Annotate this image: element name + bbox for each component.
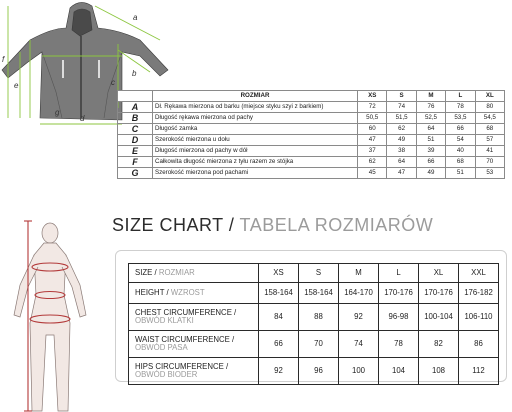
table-header-row (118, 91, 505, 102)
table-cell: 158-164 (259, 283, 299, 304)
table-cell: 39 (416, 146, 445, 157)
dim-label-a: a (133, 13, 138, 22)
table-cell: 104 (379, 358, 419, 385)
dim-label-e: e (14, 81, 19, 90)
table-cell: 176-182 (459, 283, 499, 304)
table-header-cell (118, 91, 153, 102)
table-header-cell: XS (259, 264, 299, 283)
table-row (118, 135, 505, 146)
table-cell: 53,5 (446, 113, 475, 124)
dim-label-d: d (80, 114, 85, 123)
table-cell: 170-176 (419, 283, 459, 304)
table-cell: 74 (339, 331, 379, 358)
table-header-row (129, 264, 499, 283)
row-label-cell (129, 358, 259, 385)
table-cell: 66 (259, 331, 299, 358)
row-label: CHEST CIRCUMFERENCE / (135, 308, 237, 317)
table-cell: 82 (419, 331, 459, 358)
table-cell: 68 (475, 124, 504, 135)
table-cell: 88 (299, 304, 339, 331)
table-header-cell: XL (475, 91, 504, 102)
row-letter: A (118, 102, 153, 113)
table-cell: 57 (475, 135, 504, 146)
table-cell: 51 (416, 135, 445, 146)
table-cell: 66 (446, 124, 475, 135)
table-cell: 45 (358, 168, 387, 179)
row-letter: F (118, 157, 153, 168)
dim-label-b: b (132, 69, 137, 78)
body-figure-illustration (0, 215, 108, 412)
table-cell: 96-98 (379, 304, 419, 331)
table-header-cell: S (387, 91, 416, 102)
figure-drawing (14, 223, 86, 411)
table-cell: 38 (387, 146, 416, 157)
row-label-alt: WZROST (168, 288, 205, 297)
table-header-cell: M (416, 91, 445, 102)
table-cell: 52,5 (416, 113, 445, 124)
dim-label-f: f (2, 55, 5, 64)
table-cell: 68 (446, 157, 475, 168)
table-cell: 62 (387, 124, 416, 135)
header-label: SIZE / (135, 268, 157, 277)
row-label-cell (129, 331, 259, 358)
table-cell: 51 (446, 168, 475, 179)
table-cell: 84 (259, 304, 299, 331)
table-cell: 54,5 (475, 113, 504, 124)
table-row (118, 168, 505, 179)
table-cell: 62 (358, 157, 387, 168)
row-letter: E (118, 146, 153, 157)
table-row (129, 304, 499, 331)
table-cell: 80 (475, 102, 504, 113)
table-row (129, 283, 499, 304)
table-cell: 70 (299, 331, 339, 358)
table-cell: 66 (416, 157, 445, 168)
row-label-cell (129, 304, 259, 331)
table-cell: 49 (416, 168, 445, 179)
row-label: HIPS CIRCUMFERENCE / (135, 362, 229, 371)
dim-label-c: c (111, 78, 115, 87)
table-row (118, 146, 505, 157)
dim-label-g: g (55, 108, 60, 117)
table-header-cell: M (339, 264, 379, 283)
table-row (118, 124, 505, 135)
table-header-cell: XL (419, 264, 459, 283)
table-cell: 50,5 (358, 113, 387, 124)
table-row (118, 102, 505, 113)
row-label-cell (129, 283, 259, 304)
table-cell: 41 (475, 146, 504, 157)
size-chart-title (112, 215, 433, 236)
table-cell: 96 (299, 358, 339, 385)
table-cell: 47 (387, 168, 416, 179)
table-row (118, 157, 505, 168)
row-description: Szerokość mierzona pod pachami (153, 168, 358, 179)
row-description: Dł. Rękawa mierzona od barku (miejsce styku szyi z barkiem) (153, 102, 358, 113)
title-main: SIZE CHART / (112, 215, 235, 235)
row-letter: B (118, 113, 153, 124)
table-cell: 164-170 (339, 283, 379, 304)
row-description: Szerokość mierzona u dołu (153, 135, 358, 146)
row-label-alt: OBWÓD BIODER (135, 370, 198, 379)
table-cell: 100 (339, 358, 379, 385)
table-cell: 53 (475, 168, 504, 179)
table-cell: 74 (387, 102, 416, 113)
table-cell: 78 (446, 102, 475, 113)
table-cell: 64 (416, 124, 445, 135)
row-description: Długość rękawa mierzona od pachy (153, 113, 358, 124)
table-header-cell: ROZMIAR (153, 91, 358, 102)
row-label: WAIST CIRCUMFERENCE / (135, 335, 235, 344)
header-label-cell (129, 264, 259, 283)
row-description: Długość mierzona od pachy w dół (153, 146, 358, 157)
row-label-alt: OBWÓD PASA (135, 343, 188, 352)
table-row (129, 358, 499, 385)
table-cell: 86 (459, 331, 499, 358)
table-header-cell: XXL (459, 264, 499, 283)
table-header-cell: S (299, 264, 339, 283)
table-header-cell: L (379, 264, 419, 283)
table-cell: 49 (387, 135, 416, 146)
title-alt: TABELA ROZMIARÓW (234, 215, 434, 235)
size-chart-table (128, 263, 499, 385)
table-cell: 158-164 (299, 283, 339, 304)
row-description: Długość zamka (153, 124, 358, 135)
table-cell: 100-104 (419, 304, 459, 331)
table-cell: 64 (387, 157, 416, 168)
table-cell: 112 (459, 358, 499, 385)
table-cell: 54 (446, 135, 475, 146)
table-cell: 37 (358, 146, 387, 157)
table-cell: 170-176 (379, 283, 419, 304)
table-cell: 70 (475, 157, 504, 168)
table-cell: 78 (379, 331, 419, 358)
row-letter: D (118, 135, 153, 146)
table-cell: 92 (259, 358, 299, 385)
table-cell: 47 (358, 135, 387, 146)
table-cell: 92 (339, 304, 379, 331)
table-cell: 72 (358, 102, 387, 113)
table-row (129, 331, 499, 358)
table-cell: 76 (416, 102, 445, 113)
row-label: HEIGHT / (135, 288, 169, 297)
table-header-cell: L (446, 91, 475, 102)
table-cell: 51,5 (387, 113, 416, 124)
row-description: Całkowita długość mierzona z tyłu razem ze stójka (153, 157, 358, 168)
size-chart-panel (115, 250, 507, 382)
table-cell: 40 (446, 146, 475, 157)
table-cell: 60 (358, 124, 387, 135)
table-row (118, 113, 505, 124)
jacket-size-table (117, 90, 505, 179)
table-cell: 106-110 (459, 304, 499, 331)
row-label-alt: OBWÓD KLATKI (135, 316, 194, 325)
table-header-cell: XS (358, 91, 387, 102)
row-letter: C (118, 124, 153, 135)
table-cell: 108 (419, 358, 459, 385)
header-label-alt: ROZMIAR (156, 268, 195, 277)
row-letter: G (118, 168, 153, 179)
